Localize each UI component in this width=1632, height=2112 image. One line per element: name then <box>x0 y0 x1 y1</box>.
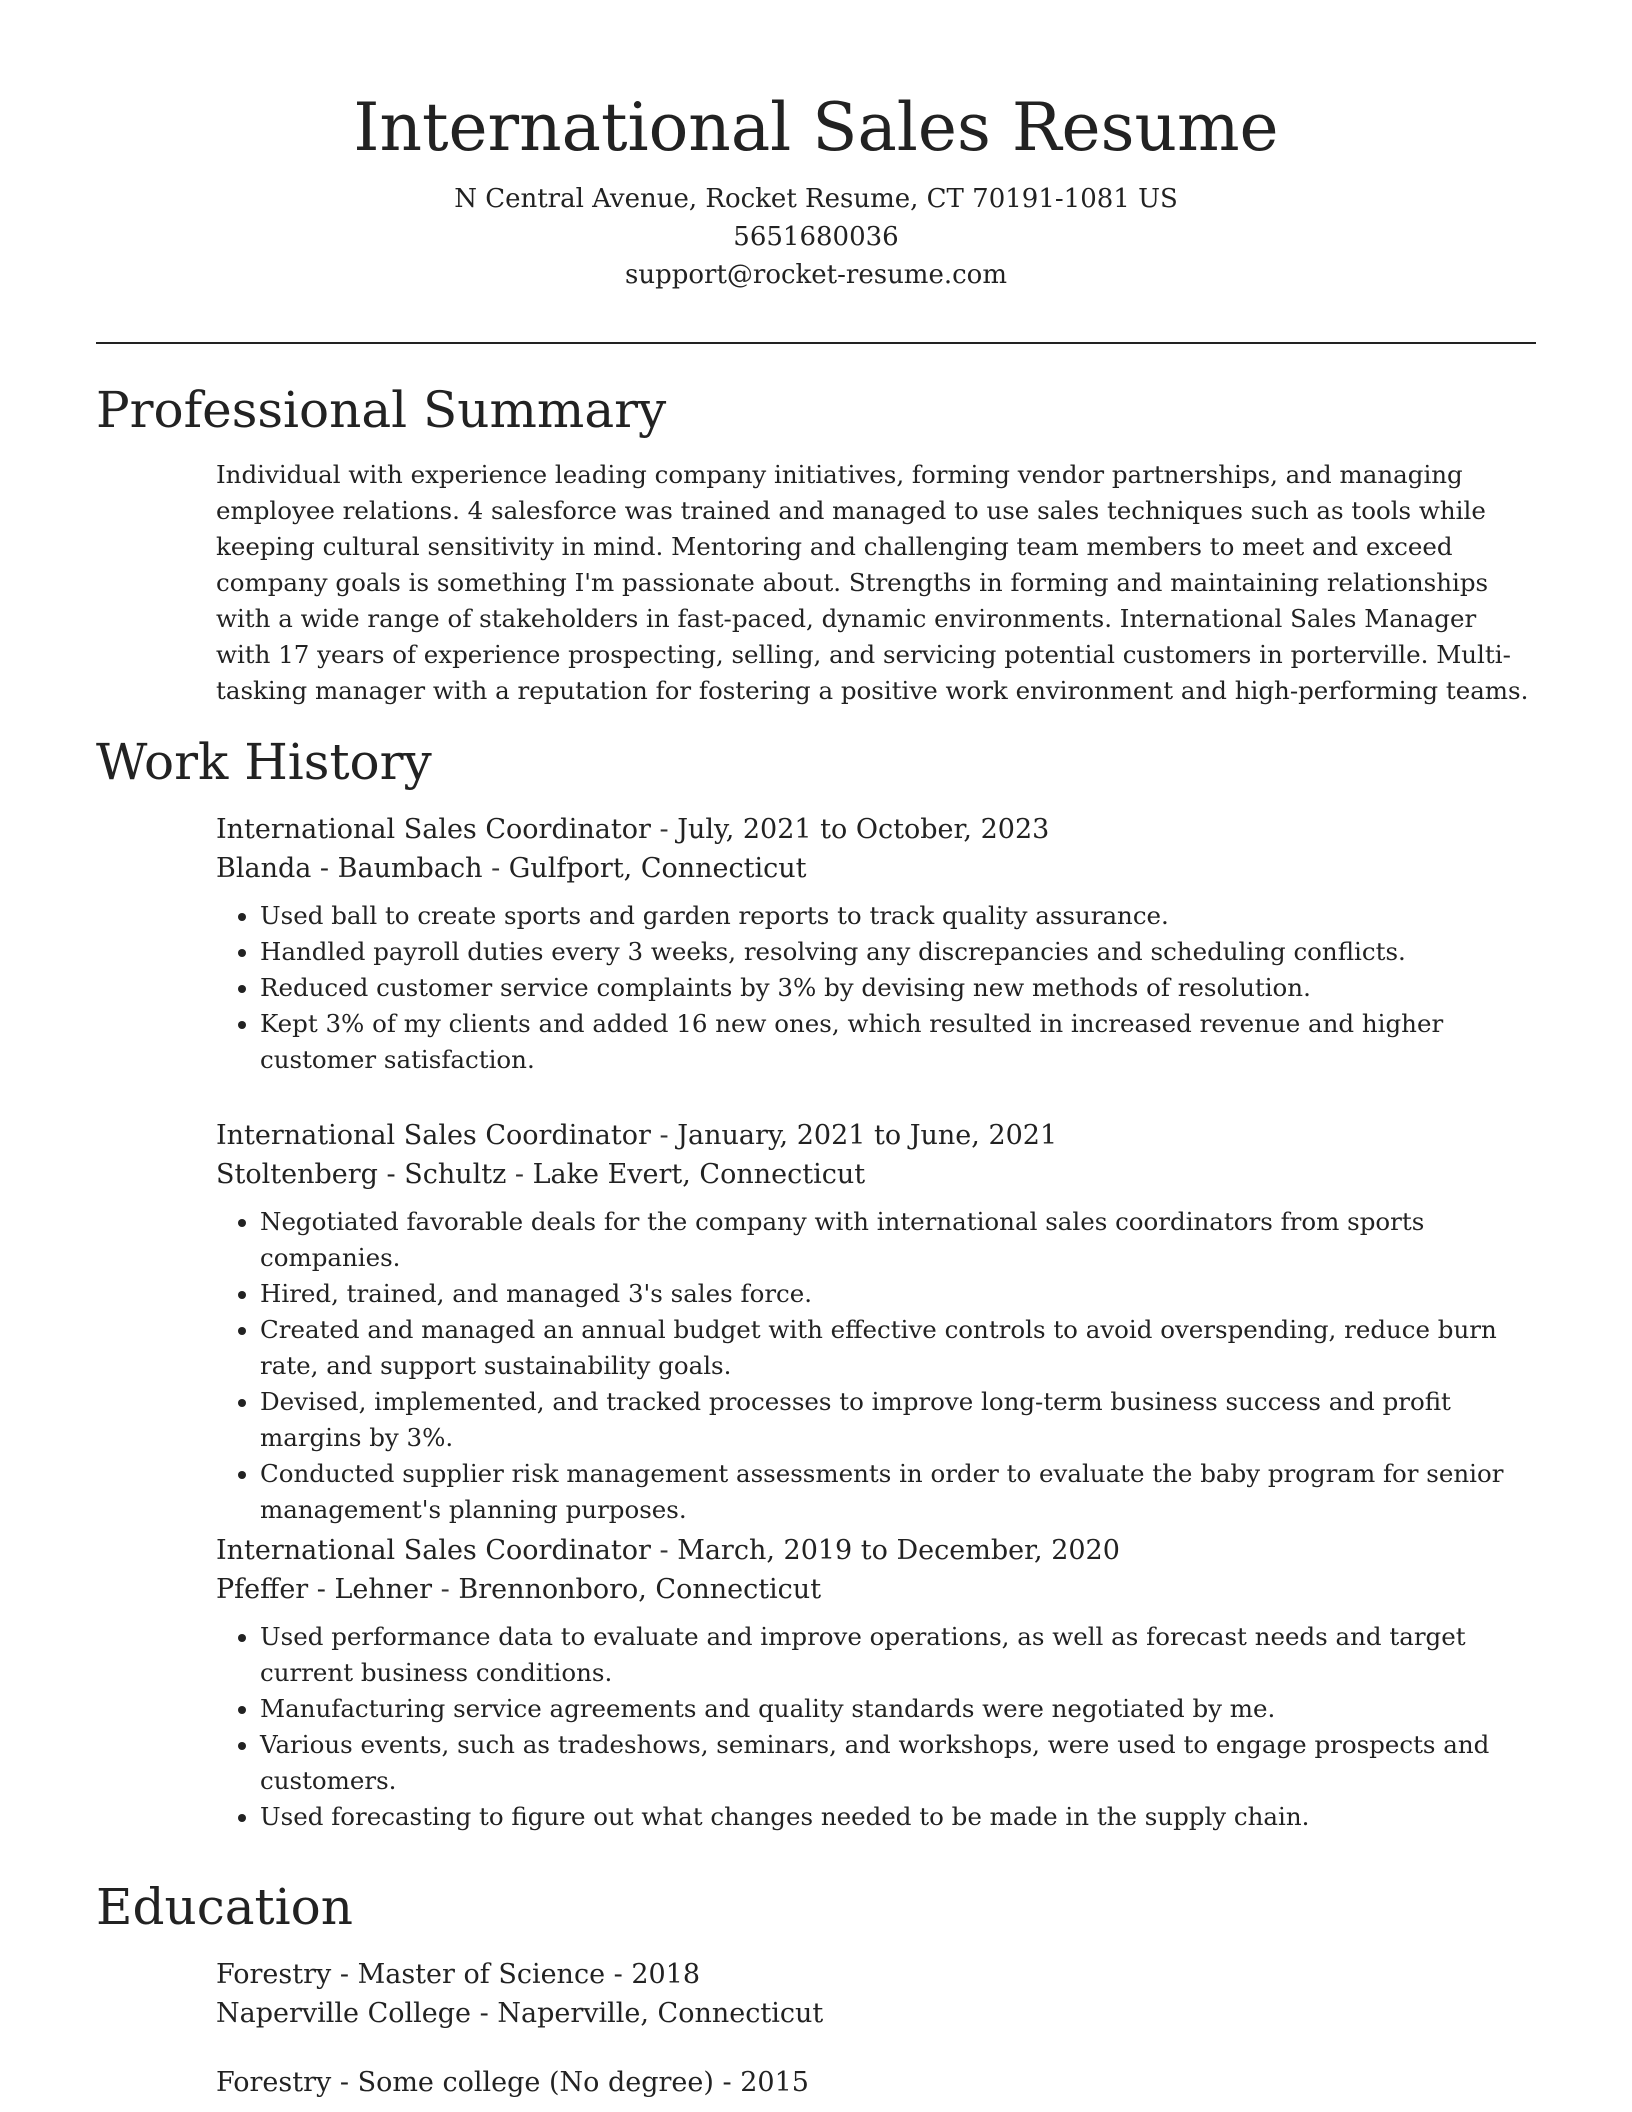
separator: - <box>440 1574 459 1605</box>
job-bullet: • Handled payroll duties every 3 weeks, resolving any discrepancies and scheduling conflicts. <box>260 934 1536 970</box>
job-title-line <box>216 810 1536 849</box>
phone: 5651680036 <box>733 222 899 252</box>
separator: - <box>659 814 678 845</box>
education-year: 2015 <box>740 2067 809 2098</box>
job-bullet: • Used ball to create sports and garden reports to track quality assurance. <box>260 898 1536 934</box>
separator: - <box>514 1159 533 1190</box>
education-entry <box>216 2063 1536 2102</box>
resume-name: International Sales Resume <box>353 89 1279 166</box>
job-role: International Sales Coordinator <box>216 1535 651 1566</box>
education-degree-line <box>216 1955 1536 1994</box>
job-title-line <box>216 1531 1536 1570</box>
job-company-line <box>216 1570 1536 1609</box>
education-degree: Some college (No degree) <box>357 2067 714 2098</box>
job-location: Brennonboro, Connecticut <box>458 1574 822 1605</box>
job-company: Stoltenberg - Schultz <box>216 1159 507 1190</box>
job-dates: March, 2019 to December, 2020 <box>677 1535 1120 1566</box>
separator: - <box>659 1120 678 1151</box>
job-dates: January, 2021 to June, 2021 <box>677 1120 1058 1151</box>
education-degree-line <box>216 2063 1536 2102</box>
education-location: Naperville, Connecticut <box>497 1998 824 2029</box>
job-title-line <box>216 1116 1536 1155</box>
job-bullets <box>216 898 1536 1078</box>
job-bullet: • Negotiated favorable deals for the company with international sales coordinators from sports companies. <box>260 1204 1536 1276</box>
job-bullet: • Used forecasting to figure out what changes needed to be made in the supply chain. <box>260 1799 1536 1835</box>
job-company: Blanda - Baumbach <box>216 853 483 884</box>
job-bullet: • Reduced customer service complaints by 3% by devising new methods of resolution. <box>260 970 1536 1006</box>
education-school: Naperville College <box>216 1998 472 2029</box>
education-field: Forestry <box>216 1959 332 1990</box>
summary-block <box>216 457 1536 709</box>
job-bullets <box>216 1204 1536 1528</box>
job-bullet: • Various events, such as tradeshows, seminars, and workshops, were used to engage prospects and customers. <box>260 1727 1536 1799</box>
job-bullet: • Used performance data to evaluate and improve operations, as well as forecast needs and target current business conditions. <box>260 1619 1536 1691</box>
resume-header <box>0 86 1632 294</box>
section-title-summary: Professional Summary <box>96 381 667 439</box>
education-entry <box>216 1955 1536 2033</box>
job-location: Lake Evert, Connecticut <box>532 1159 866 1190</box>
section-title-education: Education <box>96 1878 353 1936</box>
job-dates: July, 2021 to October, 2023 <box>677 814 1050 845</box>
education-year: 2018 <box>631 1959 701 1990</box>
job-location: Gulfport, Connecticut <box>508 853 807 884</box>
education-degree: Master of Science <box>357 1959 606 1990</box>
job-entry <box>216 1116 1536 1528</box>
job-bullet: • Kept 3% of my clients and added 16 new ones, which resulted in increased revenue and higher customer satisfaction. <box>260 1006 1536 1078</box>
job-bullet: • Created and managed an annual budget with effective controls to avoid overspending, reduce burn rate, and support sustainability goals. <box>260 1312 1536 1384</box>
separator: - <box>659 1535 678 1566</box>
job-company-line <box>216 849 1536 888</box>
separator: - <box>722 2067 741 2098</box>
header-divider <box>96 342 1536 344</box>
job-entry <box>216 810 1536 1078</box>
job-bullet: • Devised, implemented, and tracked processes to improve long-term business success and profit margins by 3%. <box>260 1384 1536 1456</box>
email: support@rocket-resume.com <box>624 260 1007 290</box>
job-role: International Sales Coordinator <box>216 1120 651 1151</box>
job-company-line <box>216 1155 1536 1194</box>
job-bullets <box>216 1619 1536 1835</box>
separator: - <box>339 1959 358 1990</box>
separator: - <box>613 1959 632 1990</box>
address: N Central Avenue, Rocket Resume, CT 70191-1081 US <box>454 184 1178 214</box>
separator: - <box>339 2067 358 2098</box>
separator: - <box>479 1998 498 2029</box>
section-title-work-history: Work History <box>96 733 432 791</box>
education-field: Forestry <box>216 2067 332 2098</box>
job-role: International Sales Coordinator <box>216 814 651 845</box>
separator: - <box>491 853 509 884</box>
job-bullet: • Manufacturing service agreements and quality standards were negotiated by me. <box>260 1691 1536 1727</box>
job-bullet: • Conducted supplier risk management assessments in order to evaluate the baby program for senior management's planning purposes. <box>260 1456 1536 1528</box>
education-school-line <box>216 1994 1536 2033</box>
summary-text: Individual with experience leading company initiatives, forming vendor partnerships, and managing employee relations. 4 salesforce was trained and managed to use sales techniques such as tools while keeping cultural sensitivity in mind. Mentoring and challenging team members to meet and exceed company goals is something I'm passionate about. Strengths in forming and maintaining relationships with a wide range of stakeholders in fast-paced, dynamic environments. International Sales Manager with 17 years of experience prospecting, selling, and servicing potential customers in porterville. Multi-tasking manager with a reputation for fostering a positive work environment and high-performing teams. <box>216 460 1529 705</box>
job-company: Pfeffer - Lehner <box>216 1574 433 1605</box>
job-bullet: • Hired, trained, and managed 3's sales force. <box>260 1276 1536 1312</box>
job-entry <box>216 1531 1536 1835</box>
